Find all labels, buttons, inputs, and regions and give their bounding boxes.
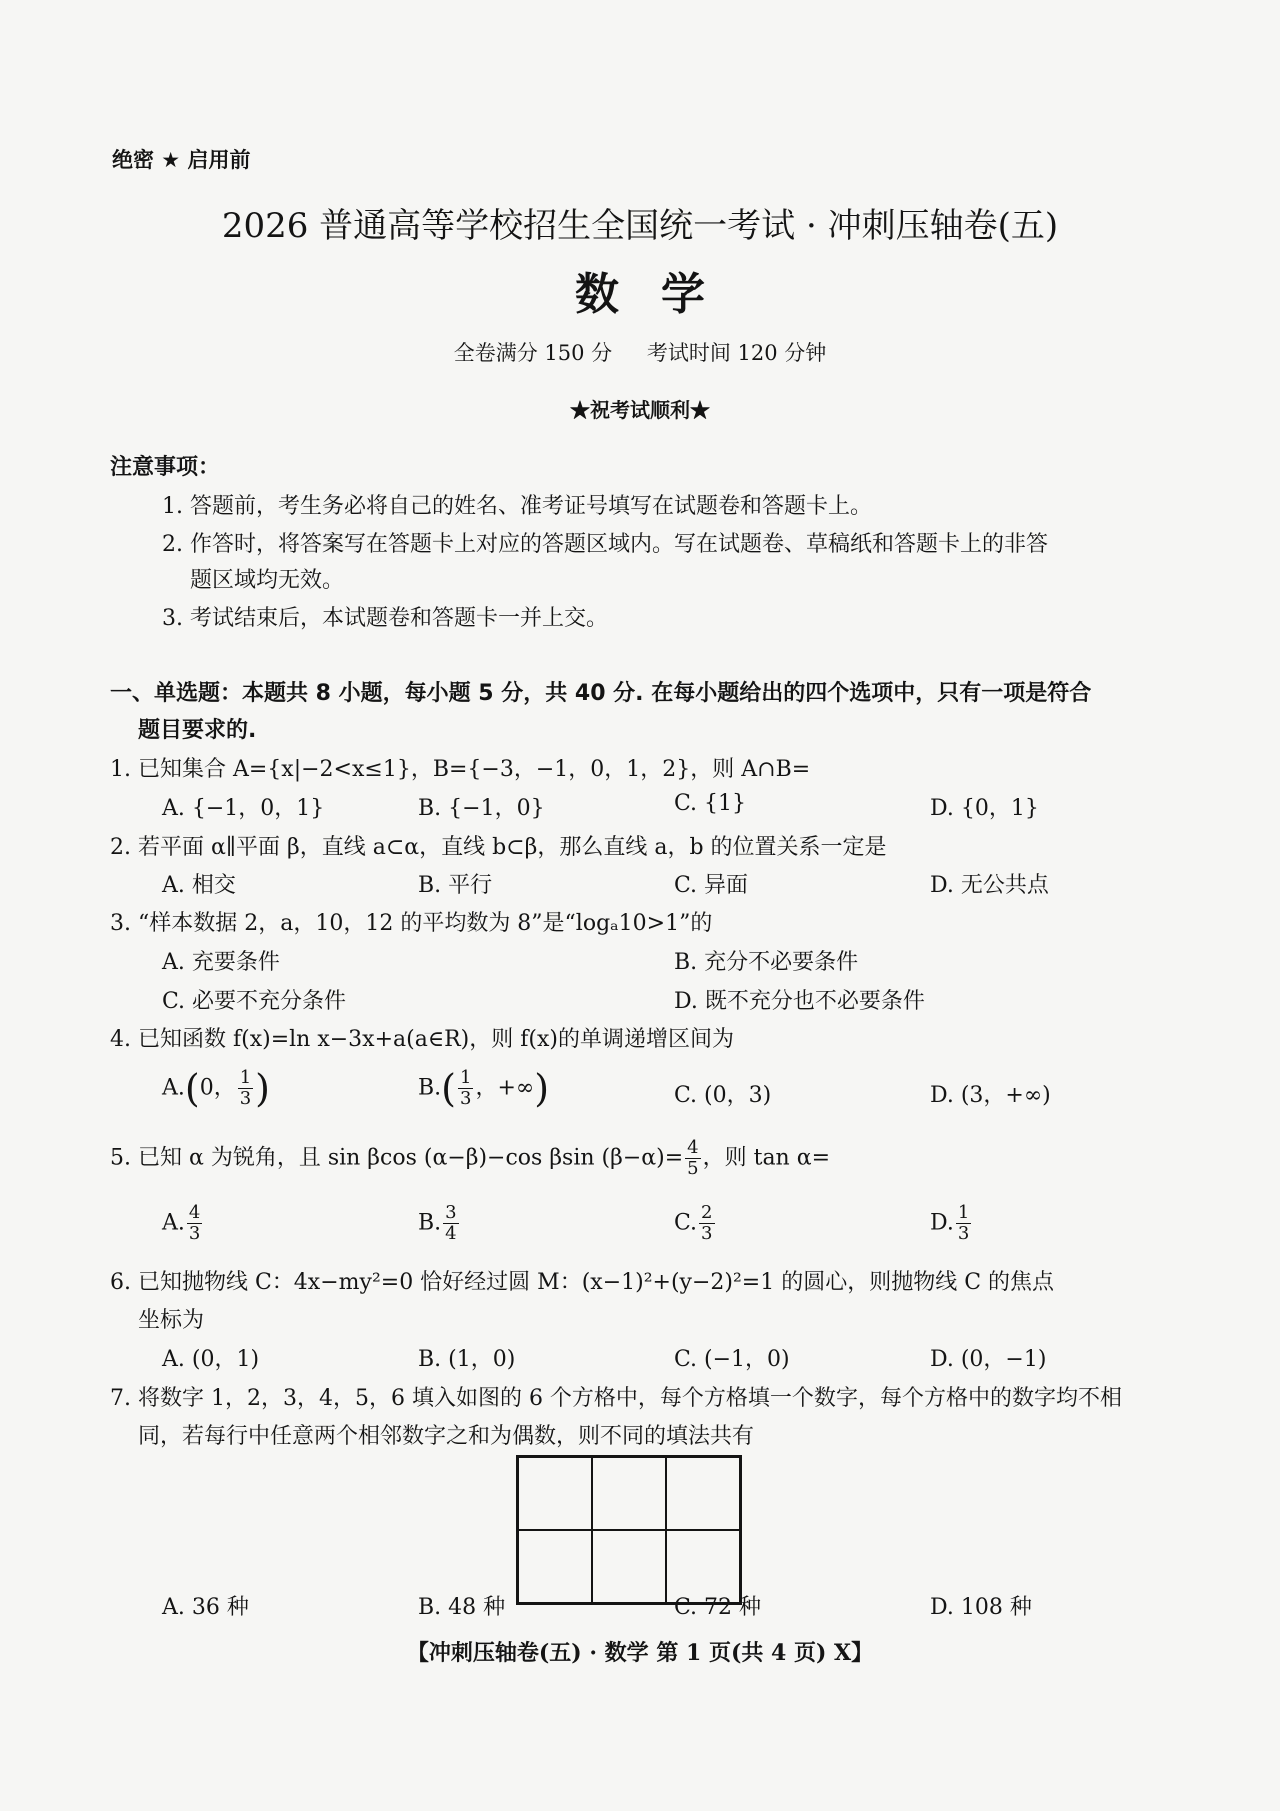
q1-option-d: D. {0，1} bbox=[930, 796, 1039, 821]
question-7-stem: 7. 将数字 1，2，3，4，5，6 填入如图的 6 个方格中，每个方格填一个数字，每个方格中的数字均不相 bbox=[110, 1386, 1122, 1411]
grid-cell bbox=[666, 1457, 740, 1530]
q4-option-c: C. (0，3) bbox=[674, 1083, 772, 1108]
q6-option-d: D. (0，−1) bbox=[930, 1347, 1047, 1372]
q5-c-denominator: 3 bbox=[701, 1223, 713, 1244]
notice-item-3: 3. 考试结束后，本试题卷和答题卡一并上交。 bbox=[162, 606, 608, 631]
question-6-stem-cont: 坐标为 bbox=[138, 1308, 205, 1333]
q5-d-denominator: 3 bbox=[957, 1223, 970, 1244]
q5-stem-pre: 5. 已知 α 为锐角，且 sin βcos (α−β)−cos βsin (β−α)= bbox=[110, 1145, 684, 1171]
q5-option-a-label: A. bbox=[162, 1210, 185, 1236]
question-5-stem bbox=[110, 1138, 830, 1179]
q4-b-denominator: 3 bbox=[460, 1088, 472, 1109]
q2-option-c: C. 异面 bbox=[674, 873, 749, 898]
q7-option-b: B. 48 种 bbox=[418, 1595, 506, 1620]
q5-b-fraction bbox=[443, 1203, 458, 1244]
q5-option-d bbox=[930, 1203, 973, 1244]
notice-item-1: 1. 答题前，考生务必将自己的姓名、准考证号填写在试题卷和答题卡上。 bbox=[162, 494, 872, 519]
page-footer: 【冲刺压轴卷(五) · 数学 第 1 页(共 4 页) X】 bbox=[406, 1640, 874, 1666]
grid-cell bbox=[518, 1530, 592, 1603]
q5-stem-fraction bbox=[685, 1138, 700, 1179]
q5-a-denominator: 3 bbox=[188, 1223, 201, 1244]
question-7-stem-cont: 同，若每行中任意两个相邻数字之和为偶数，则不同的填法共有 bbox=[138, 1424, 755, 1449]
q3-option-a: A. 充要条件 bbox=[162, 950, 280, 975]
q4-a-denominator: 3 bbox=[239, 1088, 252, 1109]
q4-option-a-left: 0， bbox=[199, 1075, 236, 1101]
notice-item-2: 2. 作答时，将答案写在答题卡上对应的答题区域内。写在试题卷、草稿纸和答题卡上的非答 bbox=[162, 532, 1048, 557]
exam-meta bbox=[0, 337, 1280, 367]
number-grid-figure bbox=[516, 1455, 742, 1605]
q4-option-a: A.(0， $\frac{1}{3}$ ) bbox=[162, 1066, 270, 1111]
q2-option-d: D. 无公共点 bbox=[930, 873, 1049, 898]
secret-label: 绝密 ★ 启用前 bbox=[112, 148, 251, 172]
q4-option-d: D. (3，+∞) bbox=[930, 1083, 1051, 1108]
question-2-stem: 2. 若平面 α∥平面 β，直线 a⊂α，直线 b⊂β，那么直线 a，b 的位置关系一定是 bbox=[110, 835, 887, 860]
question-3-stem: 3. “样本数据 2，a，10，12 的平均数为 8”是“logₐ10>1”的 bbox=[110, 911, 713, 936]
q5-stem-numerator: 4 bbox=[687, 1137, 699, 1158]
q5-option-c bbox=[674, 1203, 717, 1244]
notice-heading: 注意事项： bbox=[110, 455, 221, 480]
exam-title: 2026 普通高等学校招生全国统一考试 · 冲刺压轴卷(五) bbox=[221, 206, 1059, 246]
q4-option-b-fraction bbox=[458, 1068, 473, 1109]
q5-option-a bbox=[162, 1203, 204, 1244]
q4-b-numerator: 1 bbox=[460, 1067, 472, 1088]
q5-b-denominator: 4 bbox=[445, 1223, 457, 1244]
q2-option-b: B. 平行 bbox=[418, 873, 493, 898]
q4-option-b-right: ，+∞ bbox=[475, 1075, 535, 1101]
q1-option-b: B. {−1，0} bbox=[418, 796, 545, 821]
notice-item-2-cont: 题区域均无效。 bbox=[190, 568, 345, 593]
exam-time: 考试时间 120 分钟 bbox=[646, 341, 827, 365]
q4-option-a-label: A. bbox=[162, 1075, 185, 1101]
question-6-stem: 6. 已知抛物线 C：4x−my²=0 恰好经过圆 M：(x−1)²+(y−2)²=1 的圆心，则抛物线 C 的焦点 bbox=[110, 1270, 1055, 1295]
q6-option-c: C. (−1，0) bbox=[674, 1347, 790, 1372]
q5-d-fraction bbox=[956, 1203, 971, 1244]
question-4-stem: 4. 已知函数 f(x)=ln x−3x+a(a∈R)，则 f(x)的单调递增区间为 bbox=[110, 1027, 734, 1052]
section-heading: 一、单选题：本题共 8 小题，每小题 5 分，共 40 分. 在每小题给出的四个选项中，只有一项是符合 bbox=[110, 681, 1092, 706]
q5-d-numerator: 1 bbox=[957, 1202, 970, 1223]
q5-a-fraction bbox=[187, 1203, 202, 1244]
q3-option-b: B. 充分不必要条件 bbox=[674, 950, 859, 975]
q4-option-b-label: B. bbox=[418, 1075, 442, 1101]
q5-option-c-label: C. bbox=[674, 1210, 698, 1236]
q5-c-fraction bbox=[699, 1203, 714, 1244]
q1-option-c: C. {1} bbox=[674, 791, 747, 816]
q5-a-numerator: 4 bbox=[188, 1202, 201, 1223]
question-1-stem: 1. 已知集合 A={x|−2<x≤1}，B={−3，−1，0，1，2}，则 A∩B= bbox=[110, 757, 811, 782]
grid-cell bbox=[518, 1457, 592, 1530]
q3-option-d: D. 既不充分也不必要条件 bbox=[674, 989, 925, 1014]
good-luck-line: ★祝考试顺利★ bbox=[570, 398, 710, 422]
q5-option-b-label: B. bbox=[418, 1210, 442, 1236]
grid-cell bbox=[592, 1530, 666, 1603]
q5-option-d-label: D. bbox=[930, 1210, 954, 1236]
q1-option-a: A. {−1，0，1} bbox=[162, 796, 325, 821]
section-heading-cont: 题目要求的. bbox=[138, 718, 257, 743]
q5-stem-post: ，则 tan α= bbox=[702, 1145, 831, 1171]
q6-option-a: A. (0，1) bbox=[162, 1347, 260, 1372]
q5-stem-denominator: 5 bbox=[687, 1158, 699, 1179]
q4-option-b: B.( $\frac{1}{3}$ ，+∞) bbox=[418, 1066, 550, 1111]
q2-option-a: A. 相交 bbox=[162, 873, 236, 898]
subject-title: 数学 bbox=[575, 269, 747, 320]
q7-option-c: C. 72 种 bbox=[674, 1595, 762, 1620]
q4-a-numerator: 1 bbox=[239, 1067, 252, 1088]
q5-b-numerator: 3 bbox=[445, 1202, 457, 1223]
grid-cell bbox=[592, 1457, 666, 1530]
full-score: 全卷满分 150 分 bbox=[453, 341, 613, 365]
q7-option-a: A. 36 种 bbox=[162, 1595, 249, 1620]
q5-option-b bbox=[418, 1203, 461, 1244]
q7-option-d: D. 108 种 bbox=[930, 1595, 1032, 1620]
q5-c-numerator: 2 bbox=[701, 1202, 713, 1223]
q3-option-c: C. 必要不充分条件 bbox=[162, 989, 347, 1014]
q4-option-a-fraction bbox=[238, 1068, 253, 1109]
q6-option-b: B. (1，0) bbox=[418, 1347, 516, 1372]
